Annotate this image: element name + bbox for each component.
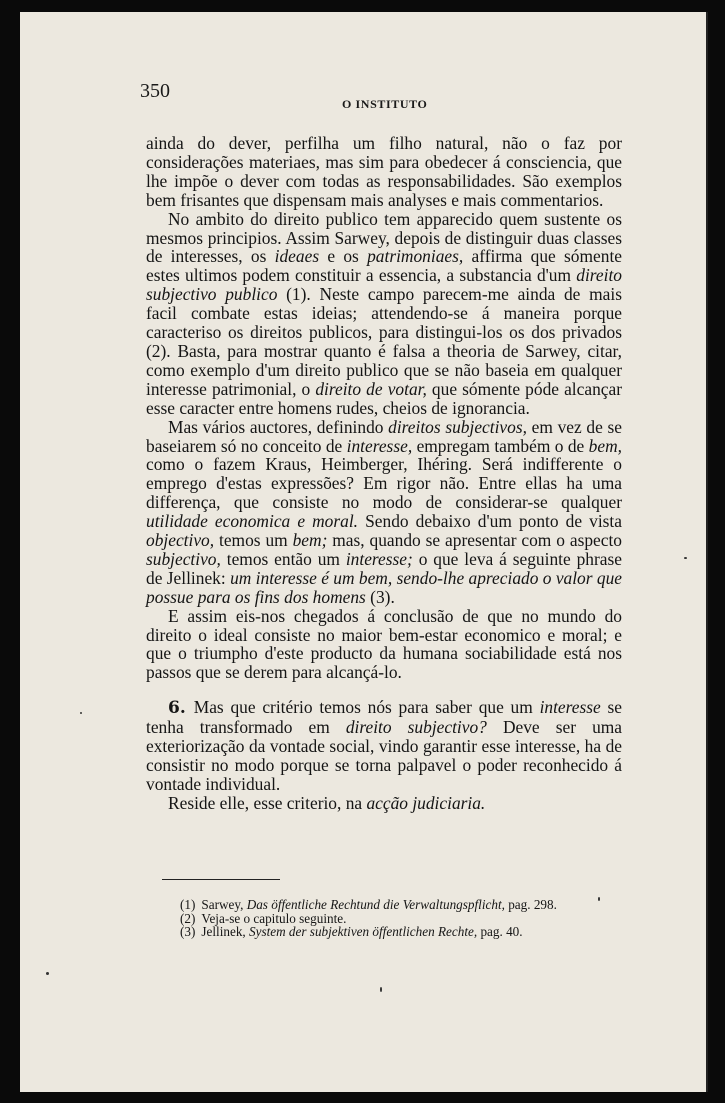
text-run: em vez de se baseiarem só no conceito de (146, 416, 623, 456)
italic-run: direito de votar, (315, 378, 427, 399)
italic-run: objectivo, (146, 530, 215, 551)
text-run: E assim eis-nos chegados á conclusão de que no mundo do direito o ideal consiste no maior bem-estar economico e moral; e que o triumpho d'este producto da humana sociabilidade está nos passos que se derem para alcançá-lo. (146, 605, 622, 683)
footnote-mark: (1) (180, 897, 196, 912)
paper-speck (46, 972, 49, 975)
paragraph-6 (146, 794, 622, 813)
text-run: Mas que critério temos nós para saber que um (193, 697, 540, 718)
text-run: o que leva á seguinte phrase de Jellinek: (146, 548, 622, 588)
paragraph-3 (146, 418, 622, 607)
text-run: e os (319, 246, 368, 267)
text-run: Deve ser uma exteriorização da vontade social, vindo garantir esse interesse, ha de consistir no modo porque se torna palpavel o poder reconhecido á vontade individual. (146, 717, 623, 794)
text-run: affirma que sómente estes ultimos podem constituir a essencia, a substancia d'um (146, 246, 622, 286)
italic-run: patrimoniaes, (367, 246, 464, 267)
text-run: (3). (365, 586, 395, 607)
page-number: 350 (140, 80, 170, 102)
section-number: 6. (168, 698, 186, 719)
text-run: temos um (214, 530, 293, 551)
paragraph-4 (146, 607, 622, 683)
text-run: se tenha transformado em (146, 697, 623, 738)
text-run: (1). Neste campo parecem-me ainda de mais facil combate estas ideias; attendendo-se á maneira porque caracteriso os direitos publicos, para distingui-los os dos privados (2). Basta, para mostrar quanto é falsa a theoria de Sarwey, citar, como exemplo d'um direito publico que se não baseia em qualquer interesse patrimonial, o (146, 284, 622, 399)
italic-run: utilidade economica e moral. (146, 511, 359, 532)
text-run: que sómente póde alcançar esse caracter entre homens rudes, cheios de ignorancia. (146, 378, 622, 418)
text-run: empregam também o de (412, 435, 589, 456)
italic-run: bem; (292, 530, 328, 551)
footnote-1 (180, 898, 640, 912)
italic-run: direito subjectivo? (345, 717, 487, 738)
italic-run: interesse; (345, 548, 413, 569)
text-run: Jellinek, (201, 924, 250, 939)
paragraph-5 (146, 698, 622, 794)
section-gap (146, 682, 622, 698)
running-head: O INSTITUTO (342, 97, 428, 111)
text-run: Sarwey, (201, 897, 247, 912)
footnote-3 (180, 925, 640, 939)
text-run: No ambito do direito publico tem apparecido quem sustente os mesmos principios. Assim Sarwey, depois de distinguir duas classes de interesses, os (146, 208, 622, 267)
text-run: como o fazem Kraus, Heimberger, Ihéring. Será indifferente o emprego d'estas expressões? Em rigor não. Entre ellas ha uma differença, que consiste no modo de considerar-se qualquer (146, 454, 622, 513)
italic-run: System der subjektiven öffentlichen Rechte, (249, 924, 478, 939)
footnotes (180, 898, 640, 939)
italic-run: interesse (539, 697, 601, 718)
paper-speck (684, 557, 687, 559)
italic-run: Das öffentliche Rechtund die Verwaltungspflicht, (246, 897, 505, 912)
footnote-mark: (2) (180, 910, 196, 926)
text-run: ainda do dever, perfilha um filho natural, não o faz por considerações materiaes, mas sim para obedecer á consciencia, que lhe impõe o dever com todas as responsabilidades. São exemplos bem frisantes que dispensam mais analyses e mais commentarios. (146, 133, 622, 210)
italic-run: um interesse é um bem, sendo-lhe apreciado o valor que possue para os fins dos homens (146, 567, 622, 607)
text-run: Mas vários auctores, definindo (168, 416, 389, 437)
italic-run: bem, (588, 435, 622, 456)
paragraph-2 (146, 210, 622, 418)
footnote-2 (180, 912, 640, 926)
italic-run: acção judiciaria. (366, 792, 486, 813)
italic-run: subjectivo, (146, 548, 221, 569)
paper-speck (380, 987, 382, 992)
text-run: Veja-se o capitulo seguinte. (201, 910, 347, 926)
footnote-rule (162, 879, 280, 880)
paragraph-1 (146, 134, 622, 210)
book-page (20, 12, 708, 1092)
italic-run: interesse, (346, 435, 413, 456)
italic-run: direito subjectivo publico (146, 265, 622, 305)
italic-run: ideaes (274, 246, 320, 267)
italic-run: direitos subjectivos, (388, 416, 527, 437)
text-run: pag. 298. (504, 897, 557, 912)
text-run: temos então um (220, 548, 346, 569)
text-run: mas, quando se apresentar com o aspecto (327, 530, 622, 551)
paper-speck (80, 712, 82, 714)
text-run: Sendo debaixo d'um ponto de vista (358, 511, 622, 532)
text-run: pag. 40. (477, 924, 523, 939)
text-run: Reside elle, esse criterio, na (168, 792, 367, 813)
footnote-mark: (3) (180, 924, 196, 939)
paper-speck (598, 897, 600, 901)
body-text (146, 134, 622, 813)
